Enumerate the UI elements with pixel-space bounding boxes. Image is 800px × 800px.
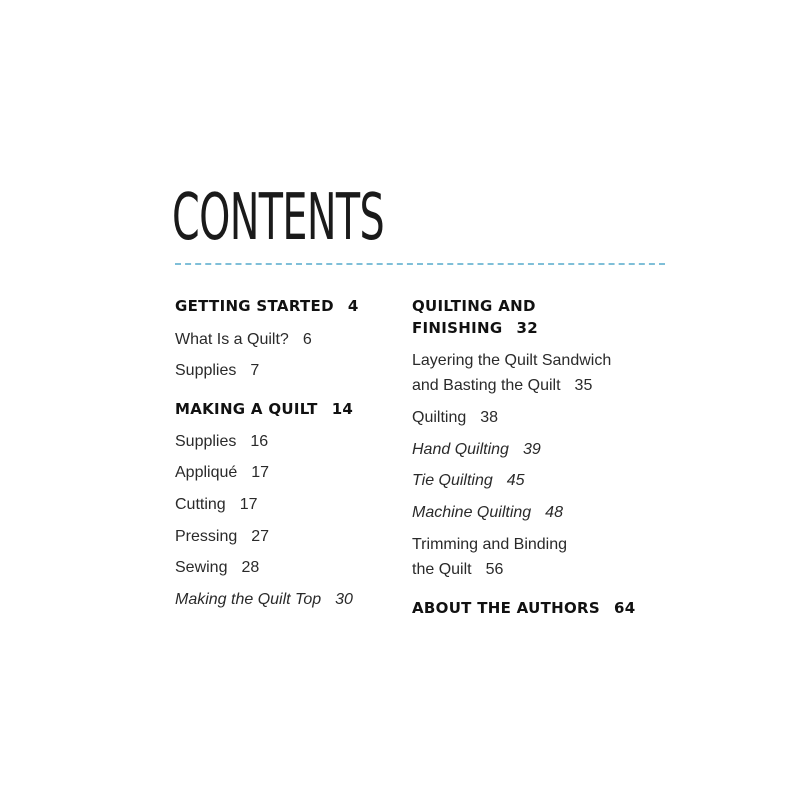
entry-title: Cutting — [175, 496, 226, 513]
entry-page-number: 39 — [522, 441, 541, 458]
toc-entry-what-is-a-quilt[interactable] — [175, 327, 312, 352]
entry-page-number: 28 — [241, 559, 260, 576]
toc-entry-quilting[interactable] — [412, 405, 498, 430]
entry-title: Hand Quilting — [412, 441, 509, 458]
section-title: MAKING A QUILT — [175, 400, 318, 418]
entry-page-number: 48 — [545, 504, 563, 521]
section-heading-about-the-authors[interactable] — [412, 597, 636, 619]
toc-entry-machine-quilting[interactable] — [412, 500, 563, 525]
section-title: GETTING STARTED — [175, 297, 334, 315]
entry-page-number: 45 — [506, 472, 525, 489]
entry-title: Quilting — [412, 409, 467, 426]
entry-page-number: 30 — [335, 591, 353, 608]
entry-page-number: 16 — [250, 433, 269, 450]
entry-title: What Is a Quilt? — [175, 331, 289, 348]
entry-title: Tie Quilting — [412, 472, 493, 489]
page-title: CONTENTS — [172, 181, 385, 255]
entry-title: Supplies — [175, 433, 237, 450]
entry-title-line-1: Layering the Quilt Sandwich — [412, 352, 612, 369]
entry-title: Machine Quilting — [412, 504, 532, 521]
section-heading-getting-started[interactable] — [175, 295, 359, 317]
toc-entry-trimming-and-binding[interactable] — [412, 532, 662, 582]
toc-entry-hand-quilting[interactable] — [412, 437, 541, 462]
section-page-number: 64 — [614, 599, 636, 617]
section-heading-quilting-and-finishing[interactable] — [412, 295, 662, 339]
section-title-line-2: FINISHING — [412, 319, 503, 337]
toc-entry-supplies[interactable] — [175, 429, 268, 454]
entry-page-number: 17 — [251, 464, 270, 481]
toc-entry-pressing[interactable] — [175, 524, 269, 549]
toc-entry-cutting[interactable] — [175, 492, 258, 517]
toc-entry-sewing[interactable] — [175, 555, 259, 580]
entry-title-line-2: the Quilt — [412, 561, 472, 578]
section-heading-making-a-quilt[interactable] — [175, 398, 353, 420]
entry-page-number: 7 — [250, 362, 260, 379]
toc-entry-applique[interactable] — [175, 460, 269, 485]
entry-title: Pressing — [175, 528, 238, 545]
entry-page-number: 38 — [480, 409, 499, 426]
entry-page-number: 6 — [302, 331, 312, 348]
section-title: ABOUT THE AUTHORS — [412, 599, 601, 617]
entry-page-number: 17 — [239, 496, 258, 513]
toc-entry-making-the-quilt-top[interactable] — [175, 587, 353, 612]
entry-title: Appliqué — [175, 464, 238, 481]
entry-title-line-1: Trimming and Binding — [412, 536, 568, 553]
dashed-divider — [175, 263, 665, 265]
section-page-number: 4 — [347, 297, 359, 315]
toc-entry-layering-the-quilt-sandwich[interactable] — [412, 348, 662, 398]
section-title-line-1: QUILTING AND — [412, 297, 536, 315]
entry-title: Supplies — [175, 362, 237, 379]
entry-page-number: 27 — [251, 528, 270, 545]
entry-title-line-2: and Basting the Quilt — [412, 377, 561, 394]
toc-entry-tie-quilting[interactable] — [412, 468, 525, 493]
entry-page-number: 35 — [574, 377, 593, 394]
toc-entry-supplies[interactable] — [175, 358, 259, 383]
entry-page-number: 56 — [485, 561, 504, 578]
section-page-number: 14 — [331, 400, 354, 418]
entry-title: Making the Quilt Top — [175, 591, 322, 608]
entry-title: Sewing — [175, 559, 228, 576]
section-page-number: 32 — [516, 319, 538, 337]
